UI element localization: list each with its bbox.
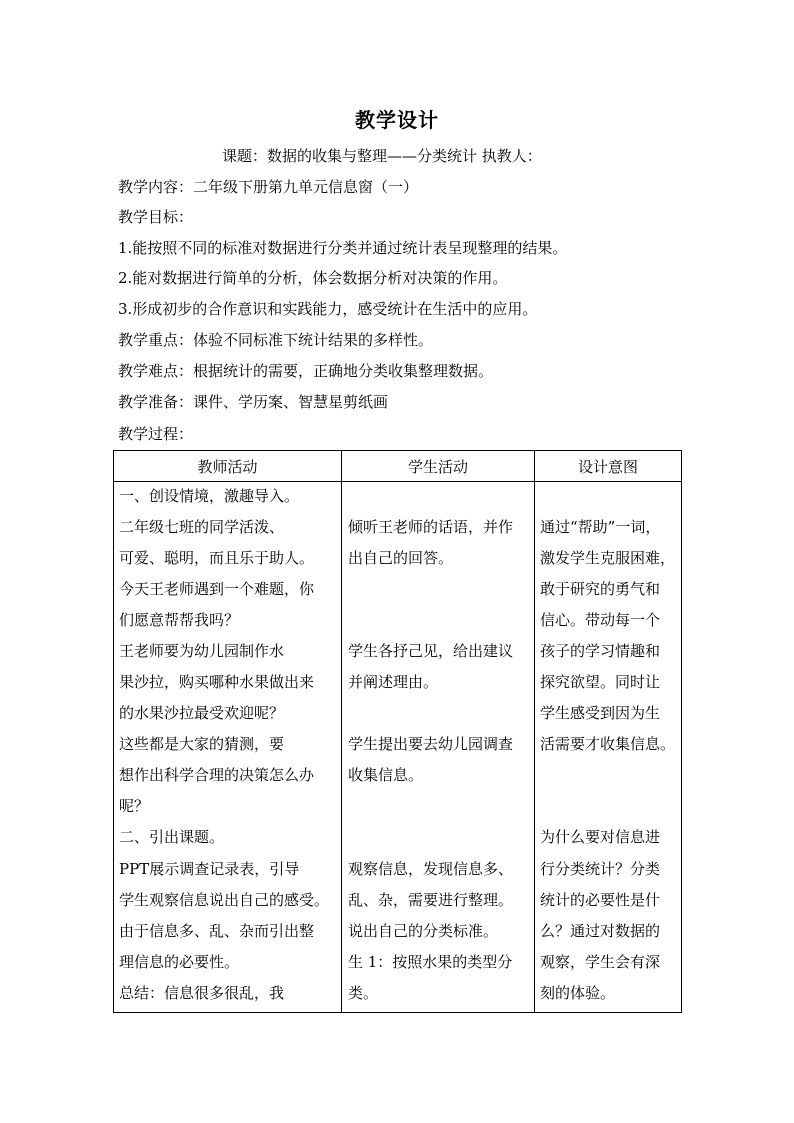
doc-title: 教学设计 [355,108,439,132]
preparation-line: 教学准备：课件、学历案、智慧星剪纸画 [118,393,389,411]
teacher-activity-line: 二年级七班的同学活泼、 [119,518,285,536]
teacher-activity-line: 呢？ [119,797,150,815]
teacher-activity-cell [114,482,342,1013]
table-row [114,482,682,1013]
lesson-plan-table [113,450,682,1013]
design-intent-line: 敢于研究的勇气和 [540,580,661,598]
difficulty-line: 教学难点：根据统计的需要，正确地分类收集整理数据。 [118,362,494,380]
student-activity-line: 学生提出要去幼儿园调查 [348,735,514,753]
student-activity-line: 倾听王老师的话语，并作 [348,518,514,536]
teacher-activity-line: 的水果沙拉最受欢迎呢？ [119,704,285,722]
design-intent-line: 通过“帮助”一词， [540,518,661,536]
student-activity-line: 生 1：按照水果的类型分 [348,953,513,971]
student-activity-line: 说出自己的分类标准。 [348,922,499,940]
design-intent-line: 统计的必要性是什 [540,891,661,909]
design-intent-line: 孩子的学习情趣和 [540,642,661,660]
design-intent-line: 探究欲望。同时让 [540,673,661,691]
student-activity-line: 类。 [348,984,379,1002]
design-intent-line: 激发学生克服困难， [540,549,676,567]
design-intent-line: 么？通过对数据的 [540,922,661,940]
student-activity-line: 学生各抒己见，给出建议 [348,642,514,660]
student-activity-line: 乱、杂，需要进行整理。 [348,891,514,909]
teacher-activity-line: 想作出科学合理的决策怎么办 [119,766,315,784]
table-header-row [114,451,682,482]
teacher-activity-line: 总结：信息很多很乱，我 [119,984,285,1002]
design-intent-line: 观察，学生会有深 [540,953,661,971]
student-activity-line: 观察信息，发现信息多、 [348,860,514,878]
teacher-activity-line: 由于信息多、乱、杂而引出整 [119,922,315,940]
objective-item: 3.形成初步的合作意识和实践能力，感受统计在生活中的应用。 [118,300,538,318]
design-intent-line: 信心。带动每一个 [540,611,661,629]
design-intent-cell [535,482,682,1013]
teacher-activity-line: 学生观察信息说出自己的感受。 [119,891,330,909]
design-intent-line: 学生感受到因为生 [540,704,661,722]
teacher-activity-line: 今天王老师遇到一个难题，你 [119,580,315,598]
objective-item: 1.能按照不同的标准对数据进行分类并通过统计表呈现整理的结果。 [118,239,568,257]
teacher-activity-line: 二、引出课题。 [119,828,225,846]
teacher-activity-line: 们愿意帮帮我吗？ [119,611,240,629]
teacher-activity-line: 果沙拉，购买哪种水果做出来 [119,673,315,691]
teacher-activity-line: 这些都是大家的猜测，要 [119,735,285,753]
header-student-activity: 学生活动 [342,451,535,482]
objectives-heading: 教学目标： [118,208,194,226]
subject-line: 课题：数据的收集与整理——分类统计 执教人： [222,147,542,165]
design-intent-line: 活需要才收集信息。 [540,735,676,753]
teacher-activity-line: PPT展示调查记录表，引导 [119,860,300,878]
process-heading: 教学过程： [118,425,194,443]
teacher-activity-line: 一、创设情境，激趣导入。 [119,487,300,505]
student-activity-cell [342,482,535,1013]
teacher-activity-line: 理信息的必要性。 [119,953,240,971]
objective-item: 2.能对数据进行简单的分析，体会数据分析对决策的作用。 [118,269,508,287]
student-activity-line: 并阐述理由。 [348,673,439,691]
teacher-activity-line: 可爱、聪明，而且乐于助人。 [119,549,315,567]
content-line: 教学内容：二年级下册第九单元信息窗（一） [118,178,419,196]
header-teacher-activity: 教师活动 [114,451,342,482]
teacher-activity-line: 王老师要为幼儿园制作水 [119,642,285,660]
key-point-line: 教学重点：体验不同标准下统计结果的多样性。 [118,331,434,349]
design-intent-line: 行分类统计？分类 [540,860,661,878]
design-intent-line: 刻的体验。 [540,984,616,1002]
design-intent-line: 为什么要对信息进 [540,828,661,846]
header-design-intent: 设计意图 [535,451,682,482]
student-activity-line: 出自己的回答。 [348,549,454,567]
student-activity-line: 收集信息。 [348,766,424,784]
